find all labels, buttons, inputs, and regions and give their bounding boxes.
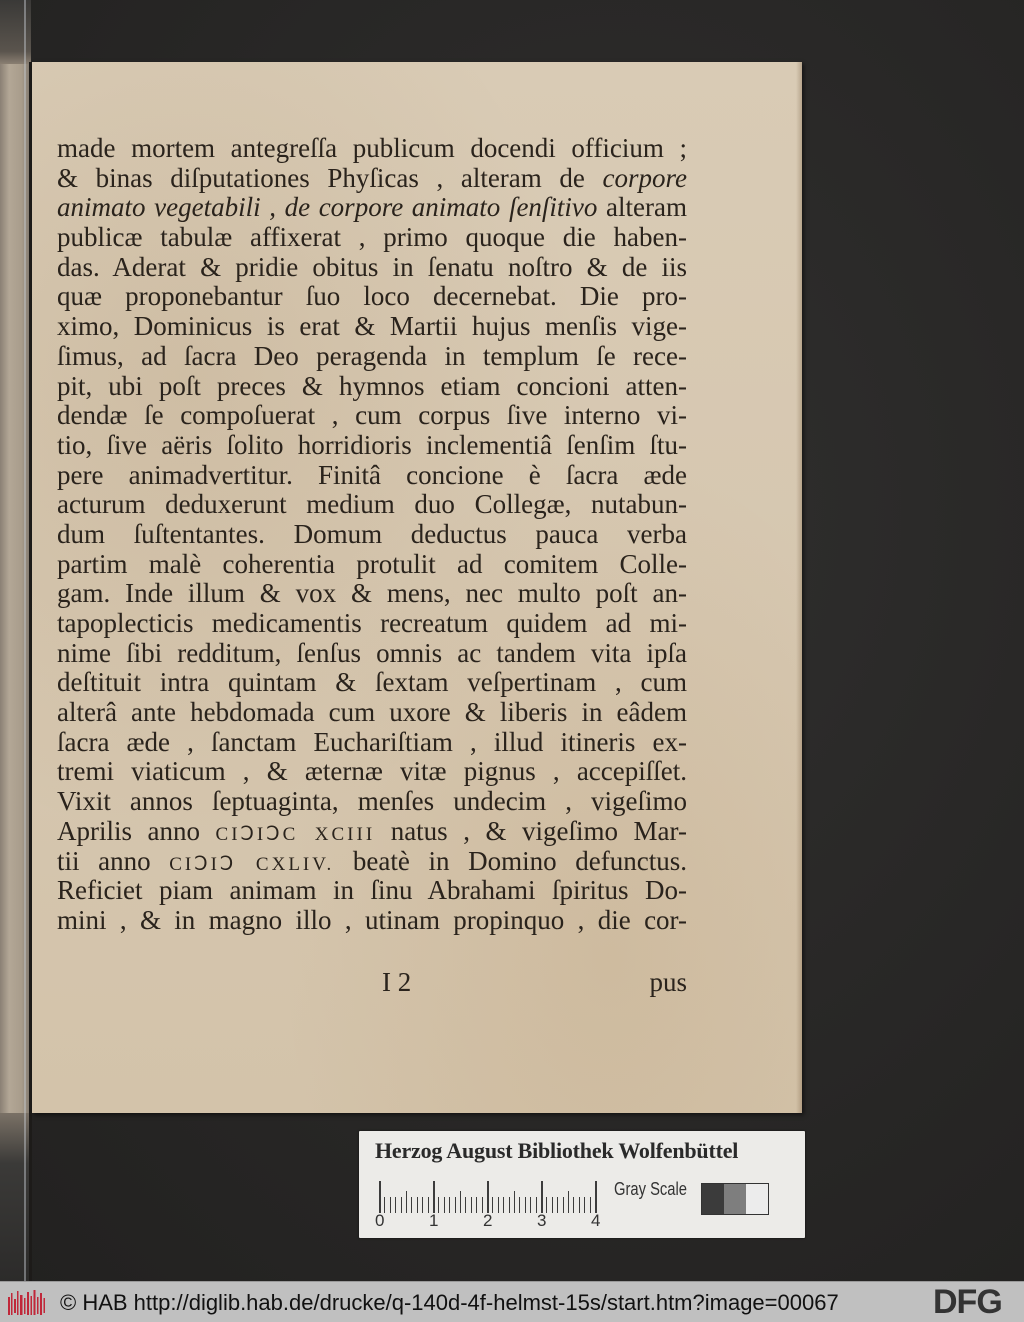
text-line: animato vegetabili , de corpore animato ſenſitivo alteram [57, 192, 687, 223]
text-line: alterâ ante hebdomada cum uxore & liberis in eâdem [57, 697, 687, 728]
text-line: ſacra æde , ſanctam Euchariſtiam , illud itineris ex- [57, 726, 687, 757]
strip-bottom-shadow [0, 1113, 31, 1281]
ruler-tick [487, 1181, 489, 1213]
text-line: & binas diſputationes Phyſicas , alteram de corpore [57, 162, 687, 193]
ruler-labels [371, 1211, 611, 1231]
dfg-logo: DFG [933, 1283, 1002, 1321]
text-line: acturum deduxerunt medium duo Collegæ, nutabun- [57, 489, 687, 520]
text-line: ximo, Dominicus is erat & Martii hujus menſis vige- [57, 311, 687, 342]
footer-bar [0, 1281, 1024, 1322]
text-line: dendæ ſe compoſuerat , cum corpus ſive interno vi- [57, 400, 687, 431]
ruler-tick [379, 1181, 381, 1213]
text-line: tii anno CIↃIↃ CXLIV. beatè in Domino defunctus. [57, 845, 687, 876]
book-page [32, 62, 802, 1113]
text-line: nime ſibi redditum, ſenſus omnis ac tandem vita ipſa [57, 637, 687, 668]
ruler-tick [460, 1191, 461, 1213]
text-line: Vixit annos ſeptuaginta, menſes undecim , vigeſimo [57, 786, 687, 817]
gray-swatch [702, 1184, 724, 1214]
text-line: tio, ſive aëris ſolito horridioris inclementiâ ſenſim ſtu- [57, 429, 687, 460]
ruler-label: 0 [375, 1211, 385, 1230]
gray-swatch [746, 1184, 768, 1214]
text-line: das. Aderat & pridie obitus in ſenatu noſtro & de iis [57, 251, 687, 282]
signature-mark: I 2 [382, 967, 412, 997]
text-line: partim malè coherentia protulit ad comitem Colle- [57, 548, 687, 579]
ruler-label: 3 [537, 1211, 547, 1230]
library-name: Herzog August Bibliothek Wolfenbüttel [375, 1138, 739, 1163]
page-edge-shading [796, 62, 802, 1113]
ruler-tick [406, 1191, 407, 1213]
ruler-scale [379, 1179, 599, 1213]
text-line: pit, ubi poſt preces & hymnos etiam concioni atten- [57, 370, 687, 401]
copyright-url: © HAB http://diglib.hab.de/drucke/q-140d-4f-helmst-15s/start.htm?image=00067 [60, 1290, 839, 1315]
text-line: pere animadvertitur. Finitâ concione è ſacra æde [57, 459, 687, 490]
ruler-tick [433, 1181, 435, 1213]
page-footer-line [57, 967, 687, 997]
ruler-tick [568, 1191, 569, 1213]
text-line: made mortem antegreſſa publicum docendi officium ; [57, 133, 687, 163]
text-line: quæ proponebantur ſuo loco decernebat. Die pro- [57, 281, 687, 312]
ruler-label: 1 [429, 1211, 439, 1230]
text-line: tapoplecticis medicamentis recreatum quidem ad mi- [57, 608, 687, 638]
text-line: ſimus, ad ſacra Deo peragenda in templum ſe rece- [57, 340, 687, 371]
catchword: pus [649, 967, 687, 997]
ruler-tick [514, 1191, 515, 1213]
ruler-label: 4 [591, 1211, 601, 1230]
adjacent-page-strip [0, 0, 31, 1281]
glass-plate-edge [24, 0, 26, 1281]
text-line: deſtituit intra quintam & ſextam veſpertinam , cum [57, 667, 687, 698]
ruler-label: 2 [483, 1211, 493, 1230]
text-line: mini , & in magno illo , utinam propinquo , die cor- [57, 904, 687, 935]
text-line: publicæ tabulæ affixerat , primo quoque die haben- [57, 222, 687, 253]
ruler-tick [541, 1181, 543, 1213]
gray-swatch [724, 1184, 746, 1214]
gray-scale-card [359, 1131, 805, 1238]
barcode-logo-icon [7, 1289, 47, 1317]
text-line: Aprilis anno CIↃIↃC XCIII natus , & vigeſimo Mar- [57, 815, 687, 846]
gray-scale-label: Gray Scale [614, 1179, 688, 1199]
gray-scale-swatches [701, 1183, 769, 1215]
text-line: Reficiet piam animam in ſinu Abrahami ſpiritus Do- [57, 875, 687, 906]
ruler-tick [595, 1181, 597, 1213]
text-line: gam. Inde illum & vox & mens, nec multo poſt an- [57, 578, 687, 609]
text-line: dum ſuſtentantes. Domum deductus pauca verba [57, 518, 687, 549]
strip-top-shadow [0, 0, 31, 64]
text-line: tremi viaticum , & æternæ vitæ pignus , accepiſſet. [57, 756, 687, 787]
page-body-text [57, 134, 687, 936]
